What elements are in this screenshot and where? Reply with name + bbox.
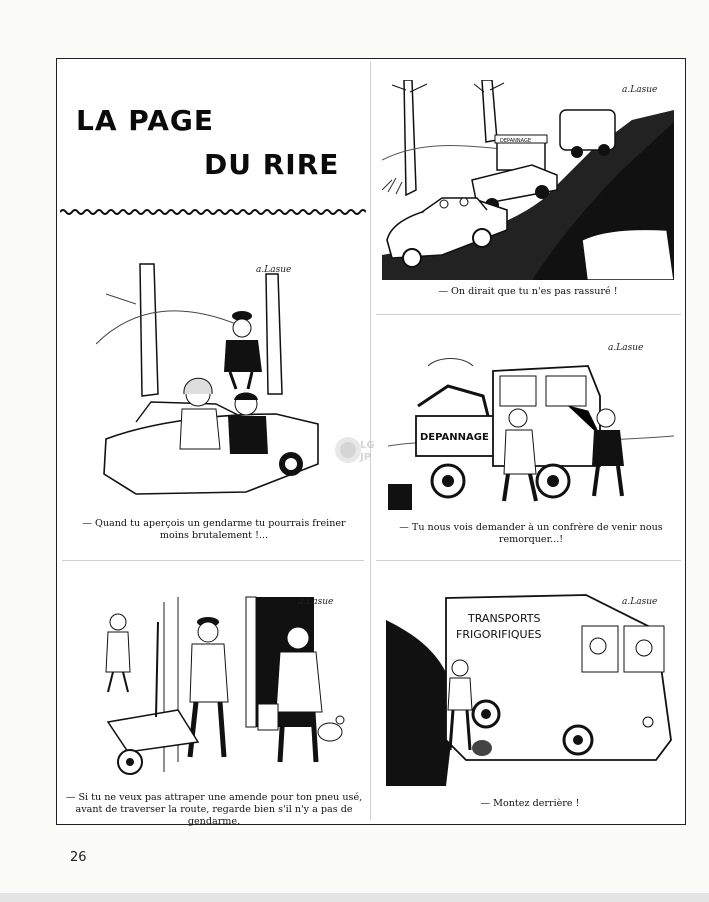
svg-text:JP: JP	[360, 452, 372, 463]
cartoon-pneu	[68, 592, 362, 788]
svg-text:a.Lasue: a.Lasue	[622, 85, 658, 95]
svg-text:a.Lasue: a.Lasue	[608, 343, 644, 353]
svg-text:LG: LG	[360, 440, 375, 451]
cartoon-frigo-drawing	[386, 590, 674, 786]
caption-depannage: — Tu nous vois demander à un confrère de venir nous remorquer...!	[399, 522, 663, 545]
cartoon-pneu-drawing	[68, 592, 362, 788]
cartoon-gendarme	[96, 254, 322, 510]
page-title-line2: DU RIRE	[204, 148, 340, 181]
caption-frigo: — Montez derrière !	[480, 798, 580, 809]
cartoon-traffic-jam-drawing	[382, 80, 674, 280]
row-divider-right-1	[376, 314, 681, 315]
van-text-line1: TRANSPORTS	[468, 612, 541, 625]
title-underline-ornament	[60, 208, 366, 216]
page-edge	[0, 893, 709, 902]
cartoon-traffic-jam	[382, 80, 674, 280]
row-divider-right-2	[376, 560, 681, 561]
page-title-line1: LA PAGE	[76, 104, 214, 137]
caption-traffic-jam: — On dirait que tu n'es pas rassuré !	[438, 286, 618, 297]
watermark-logo	[334, 430, 378, 470]
page-number: 26	[70, 850, 87, 865]
svg-text:DEPANNAGE: DEPANNAGE	[500, 138, 531, 144]
row-divider-left	[62, 560, 364, 561]
depannage-sign: DEPANNAGE	[420, 432, 489, 443]
van-text-line2: FRIGORIFIQUES	[456, 628, 542, 641]
svg-text:a.Lasue: a.Lasue	[256, 265, 292, 275]
svg-text:a.Lasue: a.Lasue	[622, 597, 658, 607]
svg-text:a.Lasue: a.Lasue	[298, 597, 334, 607]
caption-pneu: — Si tu ne veux pas attraper une amende pour ton pneu usé, avant de traverser la route, regarde bien s'il n'y a pas de gendarme.	[65, 792, 363, 827]
cartoon-frigo	[386, 590, 674, 786]
cartoon-gendarme-drawing	[96, 254, 322, 510]
cartoon-depannage	[388, 336, 674, 510]
cartoon-depannage-drawing	[388, 336, 674, 510]
caption-gendarme: — Quand tu aperçois un gendarme tu pourrais freiner moins brutalement !...	[82, 518, 346, 541]
